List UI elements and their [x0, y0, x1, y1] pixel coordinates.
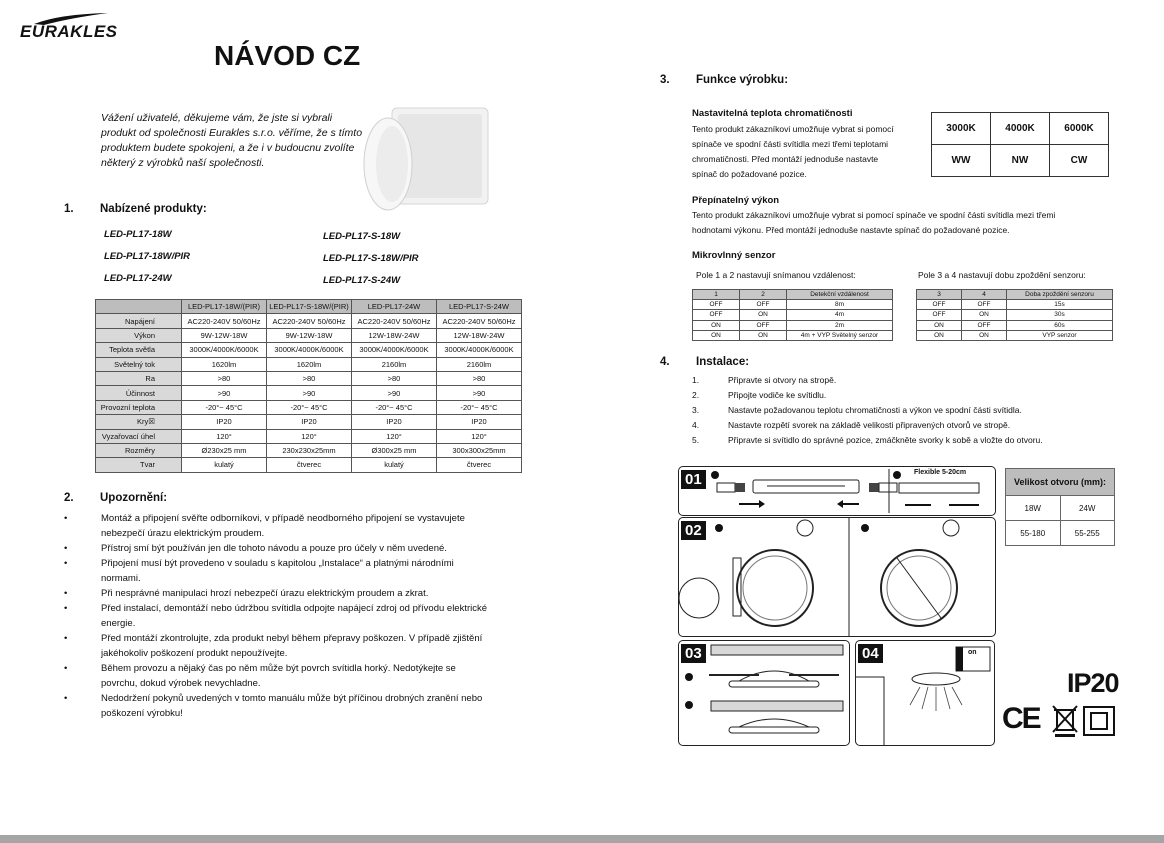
spec-value-cell: IP20 — [182, 415, 267, 429]
spec-header-cell: LED-PL17-S-24W — [437, 300, 522, 314]
spec-value-cell: IP20 — [267, 415, 352, 429]
connection-diagram — [679, 518, 995, 636]
spec-value-cell: 12W-18W-24W — [352, 328, 437, 342]
spec-value-cell: 3000K/4000K/6000K — [182, 343, 267, 357]
sensor-cell: 4m + VYP Světelný senzor — [787, 330, 893, 340]
sensor-header-cell: Detekční vzdálenost — [787, 290, 893, 300]
hole-size-cell: 24W — [1060, 496, 1115, 521]
sensor-cell: OFF — [917, 310, 962, 320]
spec-header-cell: LED-PL17-18W/(PIR) — [182, 300, 267, 314]
sensor-cell: ON — [693, 320, 740, 330]
installation-steps — [692, 373, 1043, 448]
spec-value-cell: AC220-240V 50/60Hz — [267, 314, 352, 328]
hole-size-cell: 55-180 — [1006, 521, 1061, 546]
panel-badge: 02 — [681, 521, 706, 540]
text-line: chromatičnosti. Před montáží jednoduše nastavte — [692, 154, 879, 164]
cct-cell: WW — [932, 145, 991, 177]
sensor-cell: ON — [917, 330, 962, 340]
sensor-cell: ON — [693, 330, 740, 340]
spec-value-cell: 1620lm — [182, 357, 267, 371]
warning-item: • Nedodržení pokynů uvedených v tomto manuálu může být příčinou drobných zranění nebo poškození výrobku! — [64, 691, 494, 721]
diagram-panel-02 — [678, 517, 996, 637]
spec-row — [96, 458, 522, 472]
warning-item: • Před montáží zkontrolujte, zda produkt nebyl během přepravy poškozen. V případě zjištění jakéhokoliv poškození produkt nepoužívejte. — [64, 631, 494, 661]
product-name: LED-PL17-24W — [104, 273, 172, 284]
warning-item: • Během provozu a nějaký čas po něm může být povrch svítidla horký. Nedotýkejte se povrchu, dokud výrobek nevychladne. — [64, 661, 494, 691]
spec-label-cell: Napájení — [96, 314, 182, 328]
cct-cell: 3000K — [932, 113, 991, 145]
step-number: 3. — [692, 405, 700, 415]
sensor-row — [693, 330, 893, 340]
spec-label-cell: Provozní teplota — [96, 400, 182, 414]
sensor-cell: 30s — [1007, 310, 1113, 320]
panel-badge: 01 — [681, 470, 706, 489]
spec-value-cell: 300x300x25mm — [437, 443, 522, 457]
cct-cell: CW — [1050, 145, 1109, 177]
sensor-row — [693, 300, 893, 310]
spec-label-cell: Výkon — [96, 328, 182, 342]
spec-label-cell: Ra — [96, 371, 182, 385]
sensor-cell: VYP senzor — [1007, 330, 1113, 340]
spec-value-cell: 9W-12W-18W — [267, 328, 352, 342]
sensor-row — [693, 310, 893, 320]
spec-value-cell: >80 — [182, 371, 267, 385]
spec-value-cell: 3000K/4000K/6000K — [267, 343, 352, 357]
step-number: 1. — [692, 375, 700, 385]
spec-value-cell: 120° — [437, 429, 522, 443]
document-title: NÁVOD CZ — [214, 40, 361, 71]
section-title-warnings: Upozornění: — [100, 492, 168, 504]
sensor-header-cell: 1 — [693, 290, 740, 300]
spec-row — [96, 371, 522, 385]
intro-text: Vážení uživatelé, děkujeme vám, že jste si vybrali produkt od společnosti Eurakles s.r.o. věříme, že s tímto produktem budete spokojeni, a že i v budoucnu zvolíte některý z výrobků naší společnosti. — [101, 112, 363, 169]
text-line: spínač do požadované pozice. — [692, 169, 807, 179]
sensor-cell: 15s — [1007, 300, 1113, 310]
cct-text — [692, 122, 894, 182]
sensor-header-cell: 2 — [740, 290, 787, 300]
installation-step — [692, 433, 1043, 448]
spec-value-cell: >90 — [267, 386, 352, 400]
brand-logo: EURAKLES — [20, 22, 118, 41]
product-name: LED-PL17-18W — [104, 229, 172, 240]
diagram-panel-01 — [678, 466, 996, 516]
spec-row — [96, 415, 522, 429]
installation-step — [692, 403, 1043, 418]
spec-value-cell: 2160lm — [437, 357, 522, 371]
product-name: LED-PL17-S-18W/PIR — [323, 253, 419, 264]
section-title-features: Funkce výrobku: — [696, 74, 789, 86]
installation-step — [692, 388, 1043, 403]
flexible-label: Flexible 5-20cm — [914, 469, 967, 476]
cct-cell: 6000K — [1050, 113, 1109, 145]
spec-value-cell: >80 — [267, 371, 352, 385]
section-number: 1. — [64, 203, 74, 215]
spec-value-cell: >90 — [437, 386, 522, 400]
warning-item: • Montáž a připojení svěřte odborníkovi, v případě neodborného připojení se vystavujete nebezpečí úrazu elektrickým proudem. — [64, 511, 494, 541]
spec-value-cell: >90 — [182, 386, 267, 400]
sensor-header-cell: Doba zpoždění senzoru — [1007, 290, 1113, 300]
spec-value-cell: -20°~ 45°C — [267, 400, 352, 414]
sensor-row — [917, 310, 1113, 320]
on-label: on — [968, 649, 977, 656]
spec-value-cell: 3000K/4000K/6000K — [352, 343, 437, 357]
spec-row — [96, 357, 522, 371]
warning-list — [64, 511, 494, 721]
spec-header-row — [96, 300, 522, 314]
spec-row — [96, 386, 522, 400]
sensor-cell: 8m — [787, 300, 893, 310]
sensor-cell: OFF — [962, 320, 1007, 330]
step-text: Nastavte požadovanou teplotu chromatičnosti a výkon ve spodní části svítidla. — [728, 405, 1022, 415]
spec-label-cell: Tvar — [96, 458, 182, 472]
power-on-diagram — [856, 641, 994, 745]
spec-header-cell — [96, 300, 182, 314]
installation-step — [692, 418, 1043, 433]
spec-label-cell: Světelný tok — [96, 357, 182, 371]
sensor-row — [917, 330, 1113, 340]
diagram-panel-04 — [855, 640, 995, 746]
spec-row — [96, 343, 522, 357]
sensor-distance-table — [692, 289, 893, 341]
sensor-heading: Mikrovlnný senzor — [692, 250, 776, 261]
cct-table — [931, 112, 1109, 177]
sensor-row — [917, 300, 1113, 310]
warning-item: • Před instalací, demontáží nebo údržbou svítidla odpojte napájecí zdroj od přívodu elektrické energie. — [64, 601, 494, 631]
sensor-header-cell: 4 — [962, 290, 1007, 300]
spec-value-cell: Ø230x25 mm — [182, 443, 267, 457]
sensor-cell: OFF — [917, 300, 962, 310]
sensor-delay-table — [916, 289, 1113, 341]
section-title-products: Nabízené produkty: — [100, 203, 207, 215]
cct-cell: 4000K — [991, 113, 1050, 145]
panel-badge: 04 — [858, 644, 883, 663]
cct-heading: Nastavitelná teplota chromatičnosti — [692, 108, 853, 119]
sensor-cell: OFF — [693, 300, 740, 310]
step-text: Nastavte rozpětí svorek na základě velikosti připravených otvorů ve stropě. — [728, 420, 1011, 430]
power-text — [692, 208, 1055, 238]
sensor-cell: OFF — [693, 310, 740, 320]
section-number: 3. — [660, 74, 670, 86]
spec-label-cell: Teplota světla — [96, 343, 182, 357]
sensor-row — [693, 320, 893, 330]
text-line: Tento produkt zákazníkovi umožňuje vybrat si pomocí spínače ve spodní části svítidla mezi třemi — [692, 210, 1056, 220]
spec-value-cell: AC220-240V 50/60Hz — [437, 314, 522, 328]
sensor-cell: OFF — [740, 300, 787, 310]
sensor-cell: ON — [962, 310, 1007, 320]
sensor-cell: OFF — [962, 300, 1007, 310]
warning-item: • Připojení musí být provedeno v souladu s kapitolou „Instalace“ a platnými národními normami. — [64, 556, 494, 586]
text-line: Tento produkt zákazníkovi umožňuje vybrat si pomocí — [692, 124, 894, 134]
sensor-row — [917, 320, 1113, 330]
step-text: Připojte vodiče ke svítidlu. — [728, 390, 827, 400]
sensor-left-caption: Pole 1 a 2 nastavují snímanou vzdálenost: — [696, 270, 856, 280]
spec-value-cell: IP20 — [352, 415, 437, 429]
mounting-diagram — [679, 641, 849, 745]
product-name: LED-PL17-S-24W — [323, 275, 401, 286]
spec-label-cell: Účinnost — [96, 386, 182, 400]
spec-value-cell: -20°~ 45°C — [437, 400, 522, 414]
sensor-cell: 60s — [1007, 320, 1113, 330]
step-number: 2. — [692, 390, 700, 400]
text-line: hodnotami výkonu. Před montáží jednoduše nastavte spínač do požadované pozice. — [692, 225, 1010, 235]
sensor-cell: ON — [740, 330, 787, 340]
installation-step — [692, 373, 1043, 388]
sensor-cell: 4m — [787, 310, 893, 320]
spec-value-cell: 3000K/4000K/6000K — [437, 343, 522, 357]
spec-value-cell: kulatý — [182, 458, 267, 472]
spec-value-cell: IP20 — [437, 415, 522, 429]
section-number: 4. — [660, 356, 670, 368]
spec-value-cell: 120° — [267, 429, 352, 443]
sensor-cell: 2m — [787, 320, 893, 330]
product-name: LED-PL17-18W/PIR — [104, 251, 191, 262]
spec-label-cell: Rozměry — [96, 443, 182, 457]
spec-label-cell: Vyzařovací úhel — [96, 429, 182, 443]
spec-row — [96, 443, 522, 457]
sensor-cell: ON — [740, 310, 787, 320]
step-number: 5. — [692, 435, 700, 445]
spec-value-cell: 12W-18W-24W — [437, 328, 522, 342]
spec-value-cell: čtverec — [267, 458, 352, 472]
spec-value-cell: >80 — [352, 371, 437, 385]
footer-bar — [0, 835, 1164, 843]
spec-value-cell: -20°~ 45°C — [182, 400, 267, 414]
class-ii-icon — [1083, 706, 1115, 736]
weee-bin-icon — [1051, 704, 1079, 738]
sensor-cell: ON — [917, 320, 962, 330]
cct-cell: NW — [991, 145, 1050, 177]
power-heading: Přepínatelný výkon — [692, 195, 780, 206]
spec-value-cell: >80 — [437, 371, 522, 385]
hole-size-cell: 18W — [1006, 496, 1061, 521]
warning-item: • Při nesprávné manipulaci hrozí nebezpečí úrazu elektrickým proudem a zkrat. — [64, 586, 494, 601]
spec-label-cell: Kry☒ — [96, 415, 182, 429]
spec-value-cell: 120° — [182, 429, 267, 443]
product-name: LED-PL17-S-18W — [323, 231, 401, 242]
spec-value-cell: 9W-12W-18W — [182, 328, 267, 342]
sensor-cell: ON — [962, 330, 1007, 340]
spec-row — [96, 400, 522, 414]
spec-value-cell: AC220-240V 50/60Hz — [182, 314, 267, 328]
warning-item: • Přístroj smí být používán jen dle tohoto návodu a pouze pro účely v něm uvedené. — [64, 541, 494, 556]
spec-value-cell: 230x230x25mm — [267, 443, 352, 457]
section-title-installation: Instalace: — [696, 356, 750, 368]
spec-row — [96, 314, 522, 328]
product-photo — [362, 104, 492, 214]
hole-size-cell: 55-255 — [1060, 521, 1115, 546]
spec-row — [96, 429, 522, 443]
ip-rating-mark: IP20 — [1067, 668, 1119, 698]
spec-header-cell: LED-PL17-S-18W/(PIR) — [267, 300, 352, 314]
ce-mark: CE — [1002, 702, 1040, 735]
spec-value-cell: kulatý — [352, 458, 437, 472]
spec-value-cell: >90 — [352, 386, 437, 400]
panel-badge: 03 — [681, 644, 706, 663]
spec-table — [95, 299, 522, 473]
hole-size-table — [1005, 468, 1115, 546]
spec-value-cell: -20°~ 45°C — [352, 400, 437, 414]
spec-value-cell: AC220-240V 50/60Hz — [352, 314, 437, 328]
step-text: Připravte si svítidlo do správné pozice, zmáčkněte svorky k sobě a vložte do otvoru. — [728, 435, 1043, 445]
step-text: Připravte si otvory na stropě. — [728, 375, 837, 385]
spec-value-cell: 2160lm — [352, 357, 437, 371]
spec-value-cell: Ø300x25 mm — [352, 443, 437, 457]
section-number: 2. — [64, 492, 74, 504]
sensor-cell: OFF — [740, 320, 787, 330]
step-number: 4. — [692, 420, 700, 430]
text-line: spínače ve spodní části svítidla mezi třemi teplotami — [692, 139, 889, 149]
diagram-panel-03 — [678, 640, 850, 746]
spec-value-cell: 120° — [352, 429, 437, 443]
sensor-right-caption: Pole 3 a 4 nastavují dobu zpoždění senzoru: — [918, 270, 1086, 280]
spec-header-cell: LED-PL17-24W — [352, 300, 437, 314]
hole-size-title: Velikost otvoru (mm): — [1006, 469, 1115, 496]
spec-value-cell: čtverec — [437, 458, 522, 472]
sensor-header-cell: 3 — [917, 290, 962, 300]
spec-row — [96, 328, 522, 342]
spec-value-cell: 1620lm — [267, 357, 352, 371]
